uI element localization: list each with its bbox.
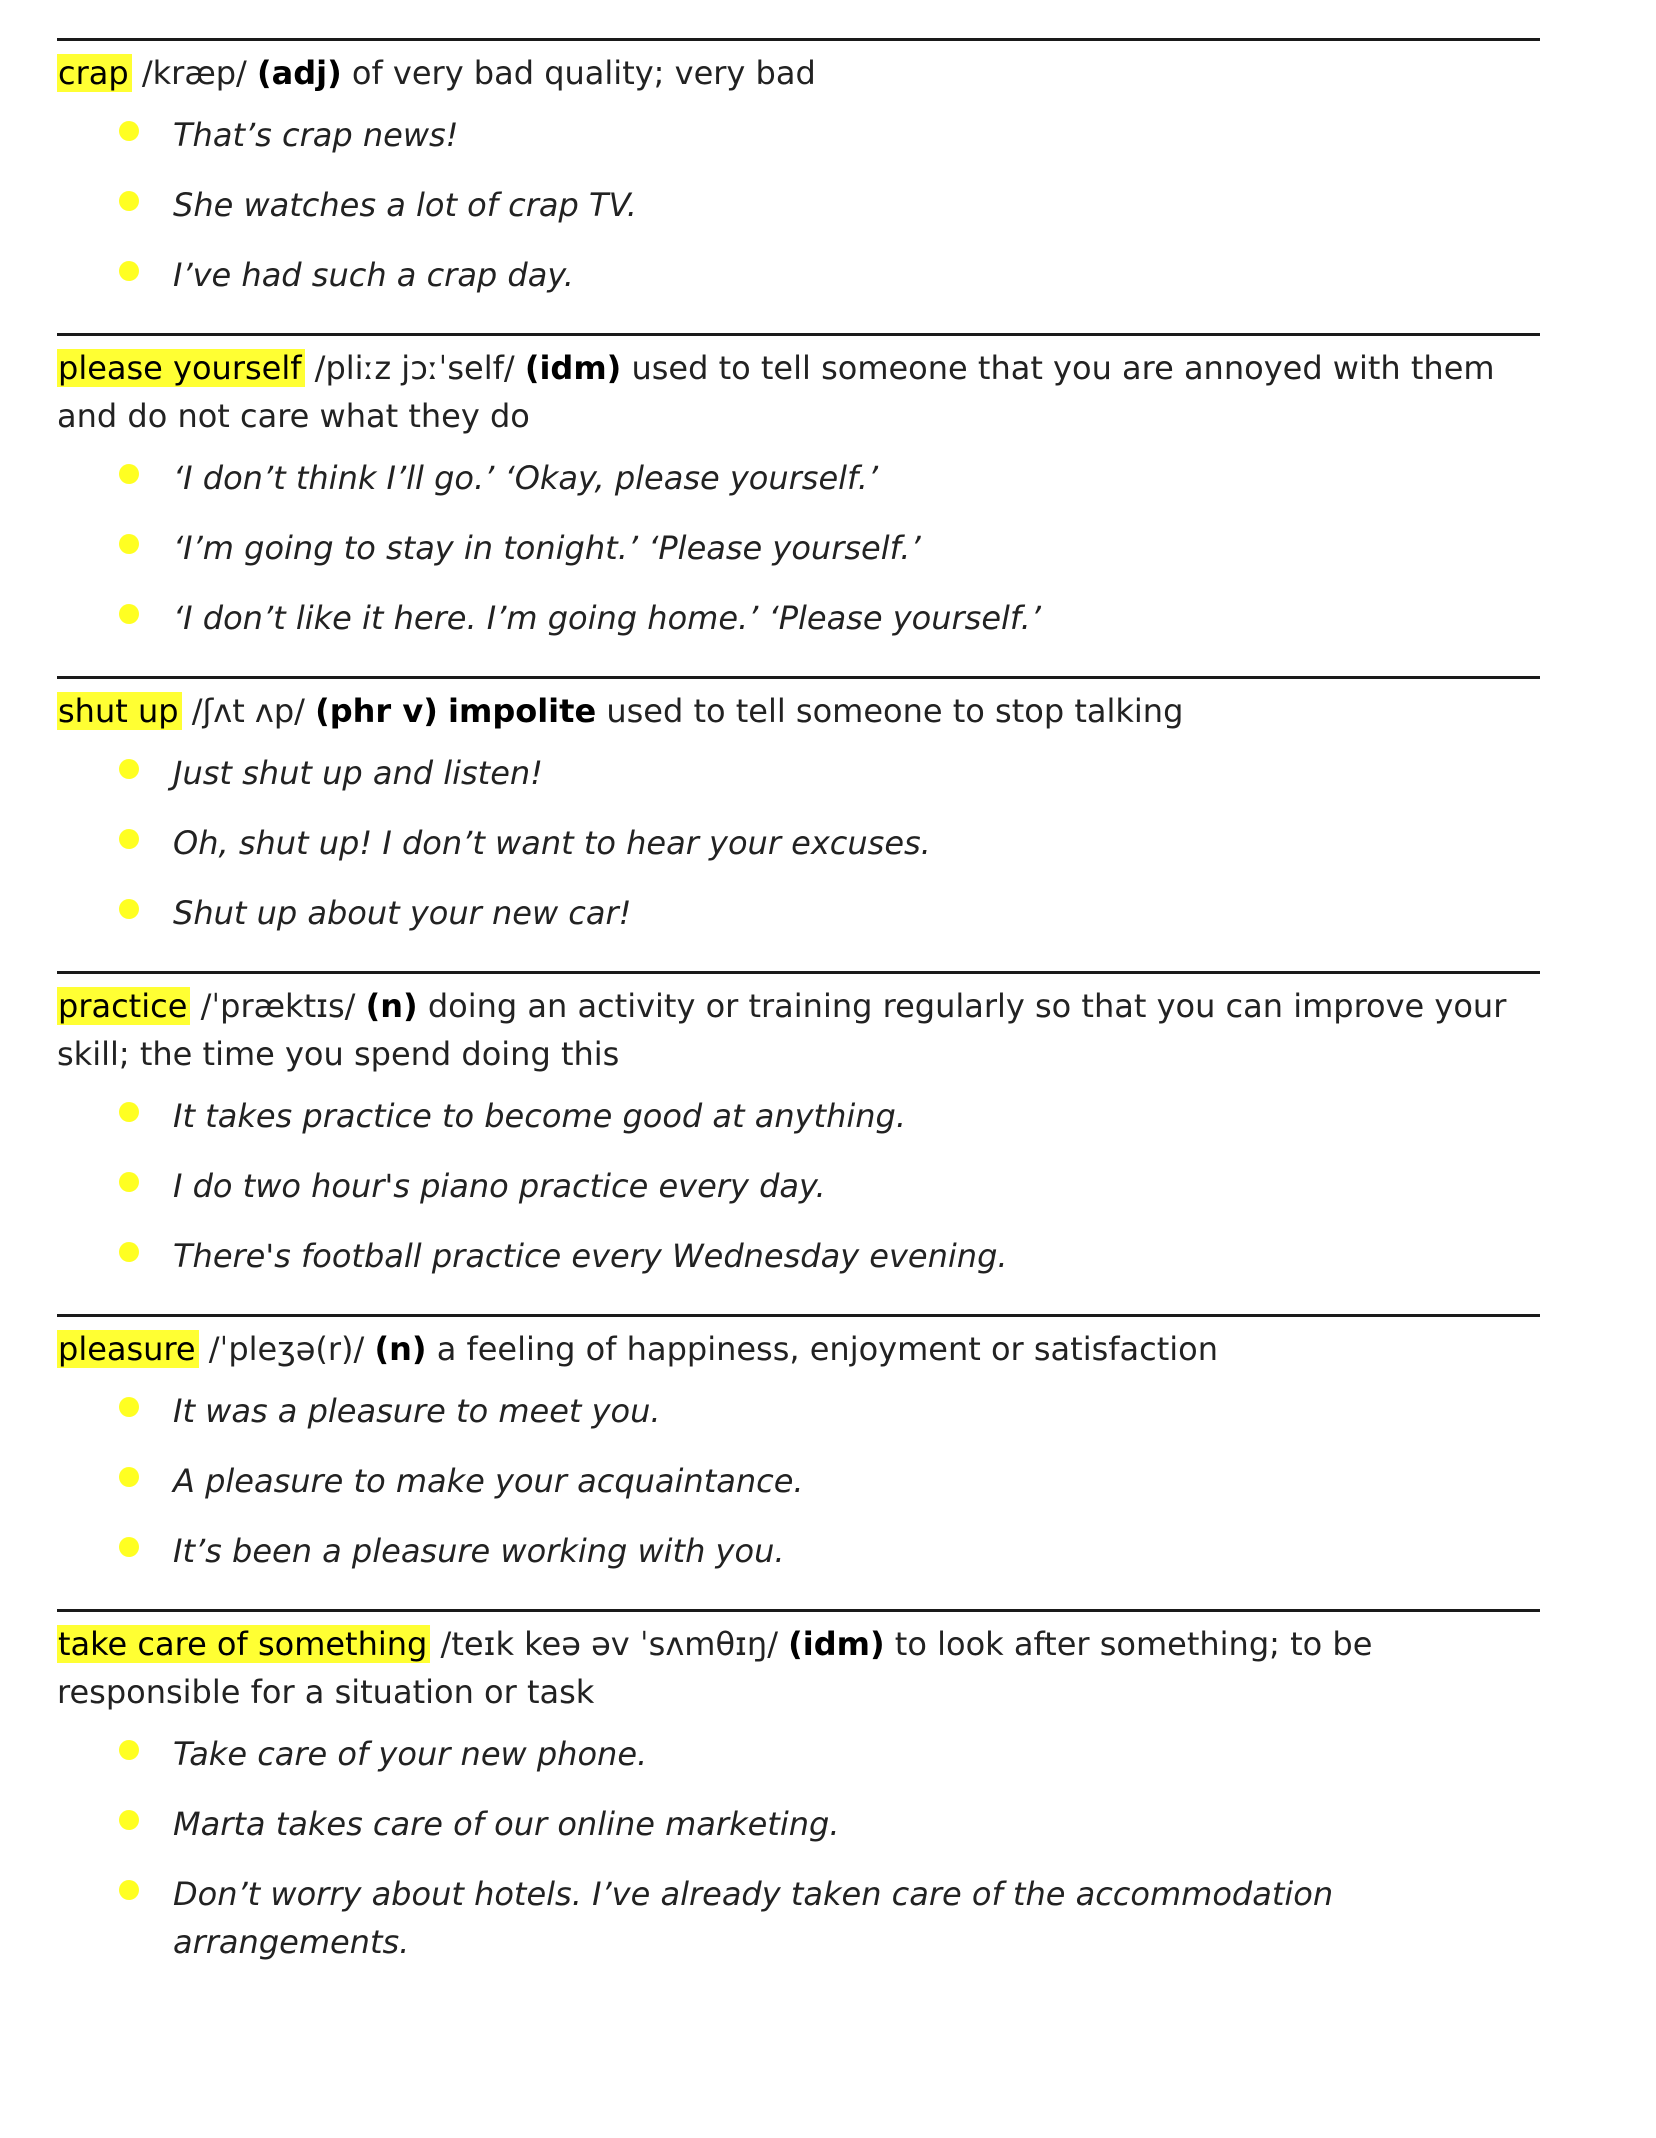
example-text: She watches a lot of crap TV. — [173, 186, 637, 224]
part-of-speech: (idm) — [788, 1625, 885, 1663]
definition: used to tell someone that you are annoyed with them and do not care what they do — [57, 349, 1495, 435]
example-list — [57, 111, 1540, 299]
pronunciation: /ˈpræktɪs/ — [200, 987, 356, 1025]
example-text: Marta takes care of our online marketing. — [173, 1805, 840, 1843]
example-list — [57, 1730, 1540, 1966]
bullet-icon — [119, 121, 139, 141]
example-item — [119, 1457, 1540, 1505]
example-item — [119, 889, 1540, 937]
bullet-icon — [119, 1810, 139, 1830]
entry-take-care-of-something — [57, 1609, 1540, 1966]
example-text: Just shut up and listen! — [173, 754, 543, 792]
example-item — [119, 1387, 1540, 1435]
example-item — [119, 111, 1540, 159]
part-of-speech: (adj) — [257, 54, 342, 92]
bullet-icon — [119, 899, 139, 919]
example-item — [119, 1162, 1540, 1210]
headword: shut up — [57, 692, 182, 730]
example-item — [119, 819, 1540, 867]
example-text: It’s been a pleasure working with you. — [173, 1532, 785, 1570]
bullet-icon — [119, 1467, 139, 1487]
example-list — [57, 1092, 1540, 1280]
definition: of very bad quality; very bad — [351, 54, 816, 92]
example-item — [119, 181, 1540, 229]
example-item — [119, 1800, 1540, 1848]
vocabulary-page — [57, 38, 1540, 2000]
example-text: Oh, shut up! I don’t want to hear your excuses. — [173, 824, 931, 862]
entry-headline — [57, 1620, 1540, 1716]
bullet-icon — [119, 759, 139, 779]
example-text: I’ve had such a crap day. — [173, 256, 574, 294]
entry-headline — [57, 687, 1540, 735]
example-item — [119, 454, 1540, 502]
register-label: impolite — [448, 692, 597, 730]
bullet-icon — [119, 1397, 139, 1417]
bullet-icon — [119, 1880, 139, 1900]
example-text: Take care of your new phone. — [173, 1735, 648, 1773]
example-item — [119, 594, 1540, 642]
part-of-speech: (idm) — [524, 349, 622, 387]
entry-headline — [57, 1325, 1540, 1373]
entry-crap — [57, 38, 1540, 299]
headword: take care of something — [57, 1625, 430, 1663]
pronunciation: /ʃʌt ʌp/ — [191, 692, 305, 730]
entry-headline — [57, 344, 1540, 440]
example-text: A pleasure to make your acquaintance. — [173, 1462, 804, 1500]
example-item — [119, 1730, 1540, 1778]
example-item — [119, 1232, 1540, 1280]
example-text: I do two hour's piano practice every day. — [173, 1167, 826, 1205]
part-of-speech: (n) — [374, 1330, 427, 1368]
example-item — [119, 1527, 1540, 1575]
example-text: It was a pleasure to meet you. — [173, 1392, 661, 1430]
example-text: ‘I don’t like it here. I’m going home.’ ‘Please yourself.’ — [173, 599, 1041, 637]
headword: pleasure — [57, 1330, 199, 1368]
example-text: ‘I’m going to stay in tonight.’ ‘Please yourself.’ — [173, 529, 921, 567]
definition: used to tell someone to stop talking — [606, 692, 1184, 730]
bullet-icon — [119, 1740, 139, 1760]
pronunciation: /teɪk keə əv ˈsʌmθɪŋ/ — [440, 1625, 778, 1663]
bullet-icon — [119, 464, 139, 484]
example-item — [119, 749, 1540, 797]
headword: practice — [57, 987, 190, 1025]
bullet-icon — [119, 1242, 139, 1262]
bullet-icon — [119, 1172, 139, 1192]
example-item — [119, 524, 1540, 572]
example-text: Don’t worry about hotels. I’ve already taken care of the accommodation arrangements. — [173, 1875, 1334, 1961]
entry-practice — [57, 971, 1540, 1280]
entry-pleasure — [57, 1314, 1540, 1575]
pronunciation: /ˈpleʒə(r)/ — [208, 1330, 365, 1368]
pronunciation: /kræp/ — [141, 54, 247, 92]
bullet-icon — [119, 261, 139, 281]
entry-shut-up — [57, 676, 1540, 937]
headword: please yourself — [57, 349, 305, 387]
example-text: There's football practice every Wednesday evening. — [173, 1237, 1008, 1275]
example-list — [57, 454, 1540, 642]
example-text: ‘I don’t think I’ll go.’ ‘Okay, please yourself.’ — [173, 459, 879, 497]
definition: a feeling of happiness, enjoyment or satisfaction — [436, 1330, 1219, 1368]
part-of-speech: (n) — [365, 987, 418, 1025]
bullet-icon — [119, 1537, 139, 1557]
headword: crap — [57, 54, 132, 92]
definition: doing an activity or training regularly so that you can improve your skill; the time you spend doing this — [57, 987, 1507, 1073]
example-list — [57, 749, 1540, 937]
example-item — [119, 251, 1540, 299]
part-of-speech: (phr v) — [315, 692, 438, 730]
example-item — [119, 1870, 1540, 1966]
pronunciation: /pliːz jɔːˈself/ — [314, 349, 515, 387]
example-text: It takes practice to become good at anything. — [173, 1097, 907, 1135]
entry-headline — [57, 49, 1540, 97]
bullet-icon — [119, 191, 139, 211]
entry-headline — [57, 982, 1540, 1078]
example-text: That’s crap news! — [173, 116, 459, 154]
bullet-icon — [119, 1102, 139, 1122]
bullet-icon — [119, 534, 139, 554]
example-text: Shut up about your new car! — [173, 894, 632, 932]
bullet-icon — [119, 604, 139, 624]
bullet-icon — [119, 829, 139, 849]
entry-please-yourself — [57, 333, 1540, 642]
example-list — [57, 1387, 1540, 1575]
example-item — [119, 1092, 1540, 1140]
definition: to look after something; to be responsible for a situation or task — [57, 1625, 1373, 1711]
